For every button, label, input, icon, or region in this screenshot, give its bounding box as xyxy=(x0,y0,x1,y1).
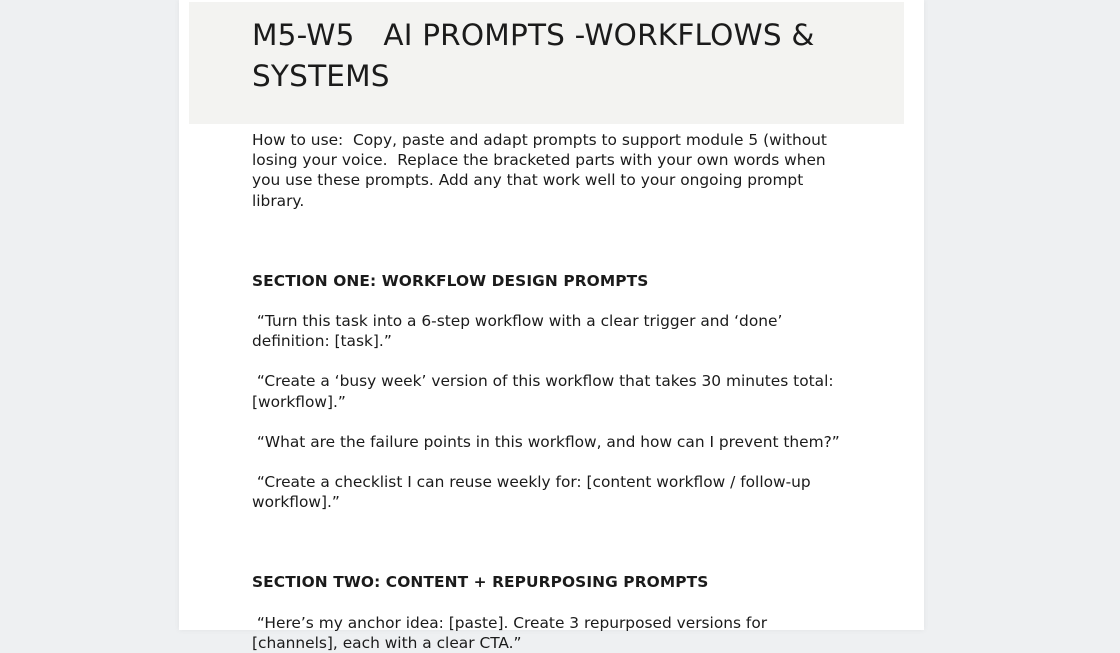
spacer xyxy=(252,351,852,371)
document-body xyxy=(252,130,852,653)
spacer xyxy=(252,593,852,613)
prompt-item: “Here’s my anchor idea: [paste]. Create 3 repurposed versions for [channels], each with a clear CTA.” xyxy=(252,613,772,652)
intro-paragraph: How to use: Copy, paste and adapt prompts to support module 5 (without losing your voice. Replace the bracketed parts with your own words when you use these prompts. Add any that work well to your ongoing prompt library. xyxy=(252,131,832,210)
prompt-item: “Create a checklist I can reuse weekly for: [content workflow / follow-up workflow].” xyxy=(252,473,816,512)
spacer xyxy=(252,512,852,572)
document-title: M5-W5 AI PROMPTS -WORKFLOWS & SYSTEMS xyxy=(252,18,825,93)
section-heading-workflow: SECTION ONE: WORKFLOW DESIGN PROMPTS xyxy=(252,271,649,290)
title-band xyxy=(189,2,904,124)
spacer xyxy=(252,412,852,432)
prompt-item: “What are the failure points in this workflow, and how can I prevent them?” xyxy=(252,432,840,451)
document-page xyxy=(179,0,924,652)
spacer xyxy=(252,211,852,271)
spacer xyxy=(252,452,852,472)
section-heading-content: SECTION TWO: CONTENT + REPURPOSING PROMPTS xyxy=(252,573,709,592)
spacer xyxy=(252,291,852,311)
prompt-item: “Turn this task into a 6-step workflow with a clear trigger and ‘done’ definition: [task].” xyxy=(252,312,788,351)
prompt-item: “Create a ‘busy week’ version of this workflow that takes 30 minutes total: [workflow].” xyxy=(252,372,839,411)
